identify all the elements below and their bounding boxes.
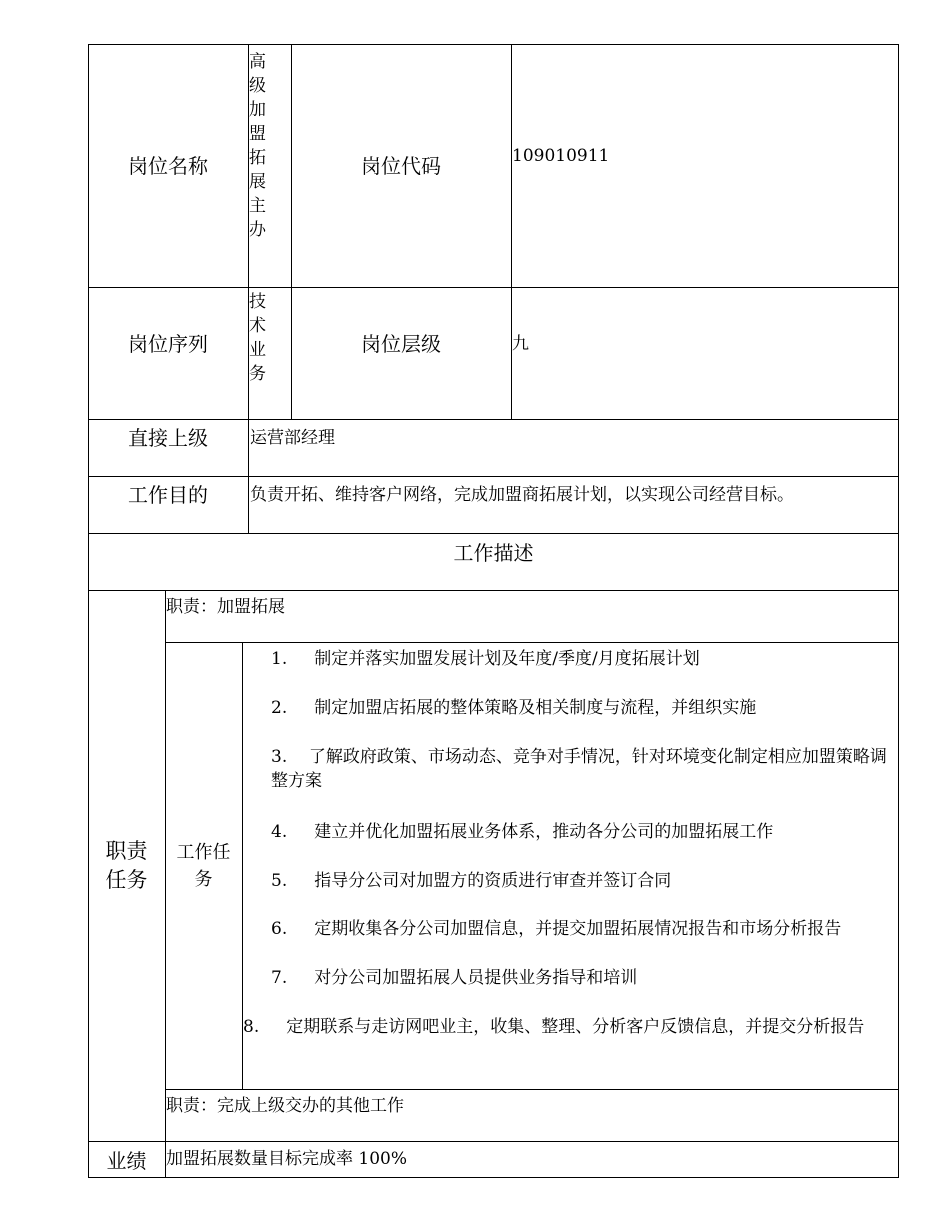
task-text: 定期联系与走访网吧业主，收集、整理、分析客户反馈信息，并提交分析报告 [286,1017,865,1037]
duty-2-title: 职责：完成上级交办的其他工作 [166,1096,404,1116]
direct-superior-value: 运营部经理 [250,428,335,448]
duty-1-title: 职责：加盟拓展 [166,597,285,617]
position-name-label: 岗位名称 [128,153,208,178]
task-number: 6. [271,919,288,939]
task-text: 制定加盟店拓展的整体策略及相关制度与流程，并组织实施 [314,698,757,718]
work-purpose-label: 工作目的 [128,483,208,507]
task-number: 1. [271,649,288,669]
task-text: 指导分公司对加盟方的资质进行审查并签订合同 [314,871,672,891]
task-number: 3. [271,747,288,767]
task-number: 7. [271,968,288,988]
task-3 [271,745,891,793]
performance-label: 业绩 [106,1148,147,1173]
task-text: 制定并落实加盟发展计划及年度/季度/月度拓展计划 [314,649,700,669]
tasks-label: 工作任 务 [176,841,231,890]
task-7 [271,966,891,990]
position-series-value: 技 术 业 务 [249,292,266,384]
task-number: 4. [271,822,288,842]
position-level-label: 岗位层级 [361,331,441,356]
task-text: 建立并优化加盟拓展业务体系，推动各分公司的加盟拓展工作 [314,822,774,842]
task-6 [271,917,893,941]
work-description-title: 工作描述 [453,541,534,565]
task-number: 8. [243,1017,260,1037]
position-code-label: 岗位代码 [361,153,441,178]
task-2 [271,696,891,720]
task-number: 5. [271,871,288,891]
task-5 [271,869,891,893]
performance-value: 加盟拓展数量目标完成率 100% [166,1149,408,1169]
task-text: 定期收集各分公司加盟信息，并提交加盟拓展情况报告和市场分析报告 [314,919,842,939]
position-code-value: 109010911 [512,146,610,166]
task-text: 对分公司加盟拓展人员提供业务指导和培训 [314,968,638,988]
task-8 [243,1015,888,1039]
position-name-value: 高 级 加 盟 拓 展 主 办 [249,52,266,240]
task-4 [271,820,891,844]
duties-label: 职责 任务 [105,838,148,892]
task-number: 2. [271,698,288,718]
task-text: 了解政府政策、市场动态、竞争对手情况，针对环境变化制定相应加盟策略调整方案 [271,747,887,791]
position-series-label: 岗位序列 [128,331,208,356]
position-level-value: 九 [512,334,529,354]
task-1 [271,647,891,671]
work-purpose-value: 负责开拓、维持客户网络，完成加盟商拓展计划，以实现公司经营目标。 [250,485,794,505]
direct-superior-label: 直接上级 [128,426,208,450]
